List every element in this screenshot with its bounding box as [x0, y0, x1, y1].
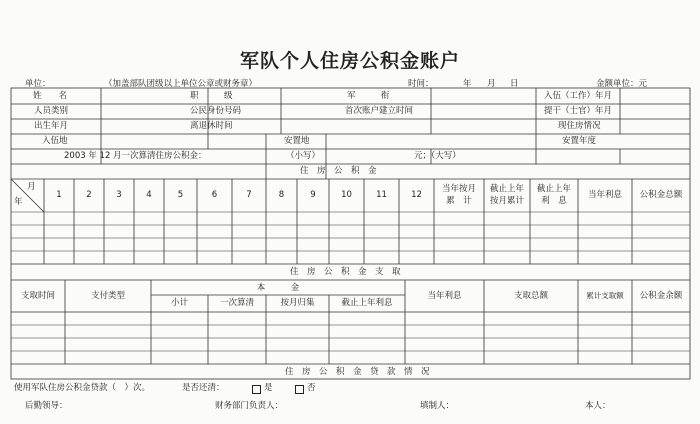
month-header-5: 5	[177, 190, 184, 200]
self-label: 本人：	[585, 401, 611, 411]
withdraw-current-interest-label: 当年利息	[427, 291, 462, 301]
month-header-11: 11	[376, 190, 387, 200]
settled-label: 是否还清：	[182, 383, 225, 393]
month-header-6: 6	[211, 190, 218, 200]
rank-label: 职 级	[190, 91, 233, 101]
yearly-interest-label-1: 当年按月	[441, 184, 476, 194]
settle-year-label: 安置年度	[562, 136, 597, 146]
finance-head-label: 财务部门负责人：	[215, 401, 284, 411]
deposit-total-label: 公积金总额	[639, 190, 683, 200]
withdraw-total-label: 支取总额	[513, 291, 548, 301]
month-label: 月	[487, 79, 496, 89]
corner-month-label: 月	[27, 182, 36, 192]
form-title: 军队个人住房公积金账户	[239, 50, 460, 72]
month-header-2: 2	[86, 190, 92, 200]
birth-label: 出生年月	[34, 121, 69, 131]
month-header-1: 1	[56, 190, 62, 200]
first-account-label: 首次账户建立时间	[345, 106, 414, 116]
current-interest-label: 当年利息	[587, 190, 622, 200]
unit-label: 单位：	[25, 79, 51, 89]
month-header-12: 12	[411, 190, 422, 200]
month-header-3: 3	[116, 190, 122, 200]
deposit-section-title: 住 房 公 积 金	[300, 166, 377, 176]
uppercase-label: 元；（大写）	[414, 151, 461, 161]
withdraw-date-label: 支取时间	[20, 291, 55, 301]
subtotal-label: 小计	[170, 298, 188, 308]
settlement-label: 2003 年 12 月一次算清住房公积金：	[64, 151, 207, 161]
prev-year-monthly-label-2: 按月累计	[489, 196, 524, 206]
monthly-collection-label: 按月归集	[280, 298, 315, 308]
corner-year-label: 年	[14, 197, 23, 207]
cumulative-withdraw-label: 累计支取额	[586, 291, 624, 300]
prev-year-monthly-label-1: 截止上年	[489, 184, 524, 194]
amount-unit: 金额单位：元	[596, 79, 648, 89]
loan-section-title: 住 房 公 积 金 贷 款 情 况	[285, 367, 430, 377]
filler-label: 填制人：	[420, 401, 455, 411]
no-checkbox[interactable]	[295, 385, 304, 394]
no-label: 否	[307, 383, 316, 393]
lowercase-label: （小写）	[286, 151, 321, 161]
prev-year-interest-label-2: 利 息	[541, 196, 567, 206]
yearly-interest-label-2: 累 计	[446, 196, 472, 206]
enlist-place-label: 入伍地	[42, 136, 68, 146]
yes-label: 是	[264, 383, 273, 393]
name-label: 姓 名	[33, 91, 68, 101]
principal-label: 本 金	[256, 283, 300, 293]
retire-label: 离退休时间	[190, 121, 233, 131]
day-label: 日	[510, 79, 519, 89]
withdrawal-section-title: 住 房 公 积 金 支 取	[290, 267, 401, 277]
unit-note: （加盖部队团级以上单位公章或财务章）	[104, 79, 258, 89]
prev-interest-label: 截止上年利息	[341, 298, 393, 308]
month-header-4: 4	[146, 190, 152, 200]
military-rank-label: 军 衔	[347, 91, 390, 101]
category-label: 人员类别	[34, 106, 69, 116]
enlist-date-label: 入伍（工作）年月	[544, 91, 613, 101]
id-number-label: 公民身份号码	[190, 106, 242, 116]
yes-checkbox[interactable]	[252, 385, 261, 394]
loan-times-text: 使用军队住房公积金贷款（ ）次。	[14, 383, 151, 393]
lump-sum-label: 一次算清	[219, 298, 254, 308]
month-header-8: 8	[278, 190, 285, 200]
year-label: 年	[463, 79, 472, 89]
time-label: 时间：	[408, 79, 434, 89]
month-header-10: 10	[341, 190, 352, 200]
balance-label: 公积金余额	[639, 291, 683, 301]
promote-date-label: 提干（士官）年月	[544, 106, 613, 116]
month-header-9: 9	[310, 190, 316, 200]
settle-place-label: 安置地	[284, 136, 310, 146]
prev-year-interest-label-1: 截止上年	[536, 184, 571, 194]
payment-type-label: 支付类型	[90, 291, 125, 301]
month-header-7: 7	[246, 190, 252, 200]
logistics-leader-label: 后勤领导：	[25, 401, 68, 411]
housing-label: 现住房情况	[558, 121, 601, 131]
